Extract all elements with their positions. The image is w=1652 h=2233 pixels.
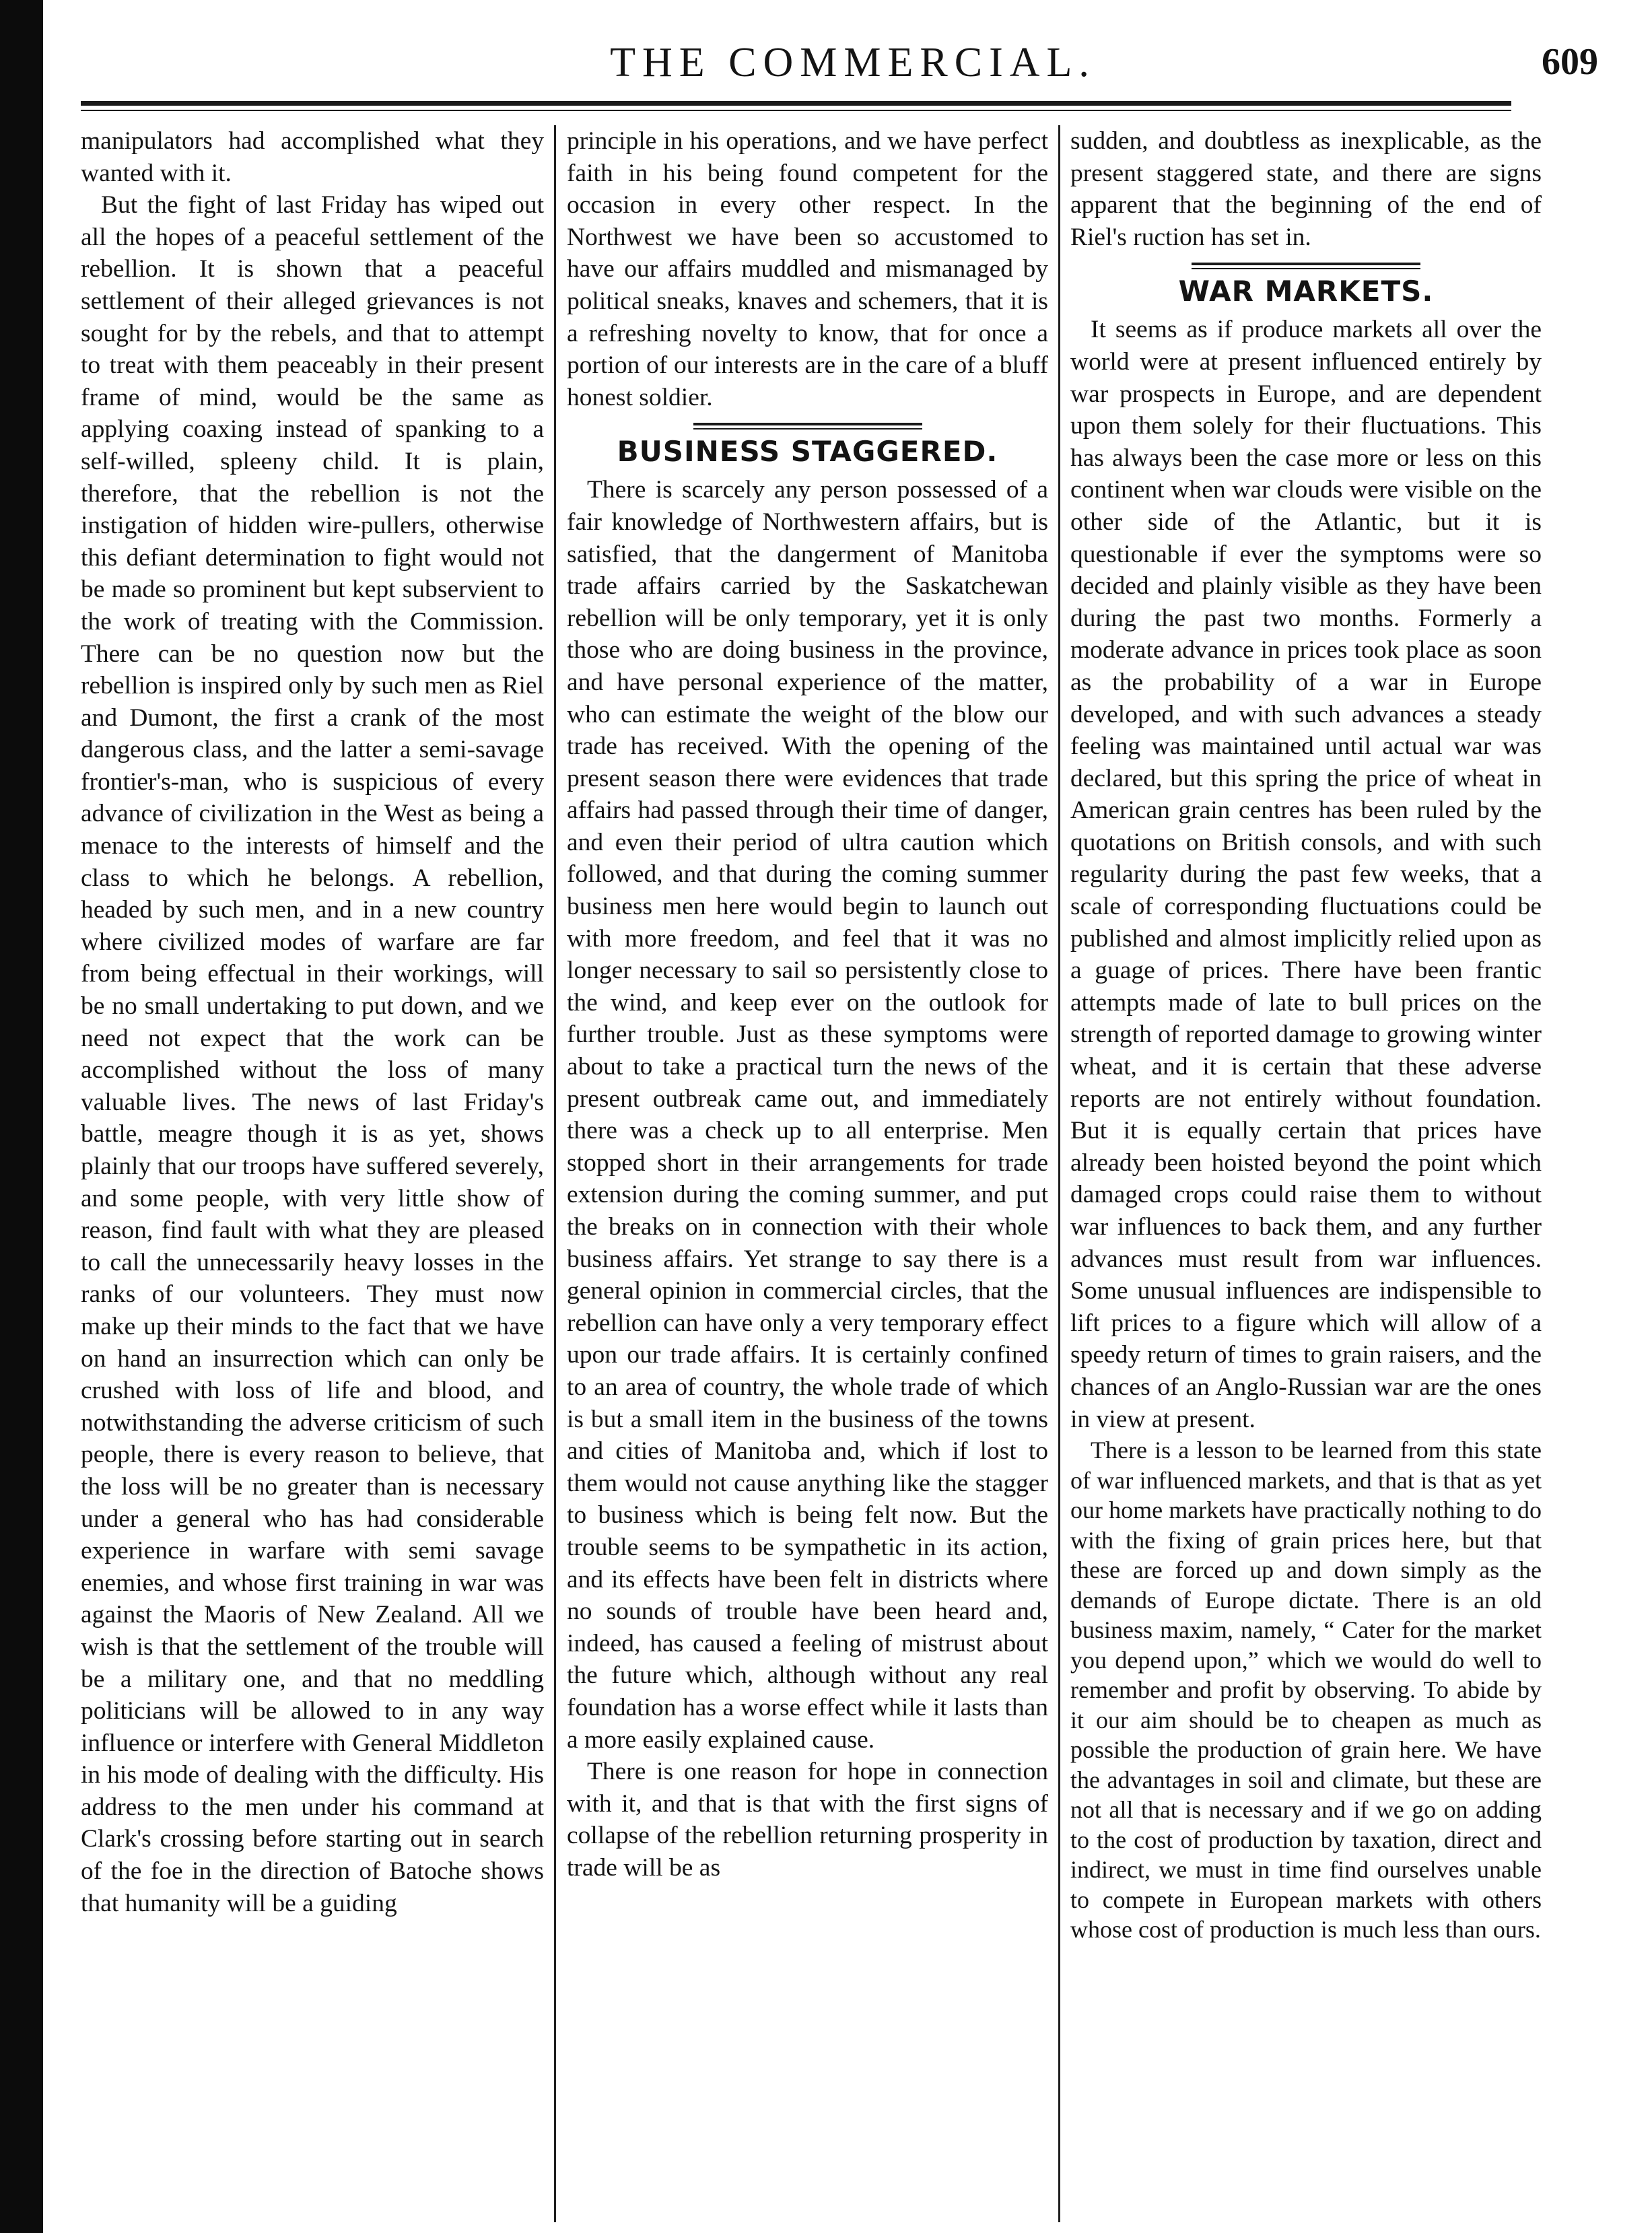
section-divider [693,423,922,430]
section-heading: BUSINESS STAGGERED. [617,435,998,469]
column-rule [1058,125,1060,2222]
article-paragraph: It seems as if produce markets all over the world were at present influenced entirely by war prospects in Europe, and are dependent upon them solely for their fluctuations. This has always been the case more or less on this continent when war clouds were visible on the other side of the Atlantic, but it is questionable if ever the symptoms were so decided and plainly visible as they have been during the past two months. Formerly a moderate advance in prices took place as soon as the probability of a war in Europe developed, and with such advances a steady feeling was maintained until actual war was declared, but this spring the price of wheat in American grain centres has been ruled by the quotations on British consols, and with such regularity during the past few weeks, that a scale of corresponding fluctuations could be published and almost implicitly relied upon as a guage of prices. There have been frantic attempts made of late to bull prices on the strength of reported damage to growing winter wheat, and it is certain that these adverse reports are not entirely without foundation. But it is equally certain that prices have already been hoisted beyond the point which damaged crops could raise them to without war influences to back them, and any further advances must result from war influences. Some unusual influences are indispensible to lift prices to a figure which will allow of a speedy return of times to grain raisers, and the chances of an Anglo-Russian war are the ones in view at present. [1070,316,1542,1433]
article-paragraph: There is one reason for hope in connection with it, and that is that with the first signs of collapse of the rebellion returning prosperity in trade will be as [567,1758,1048,1882]
page-number: 609 [1542,41,1598,83]
masthead [81,34,1625,108]
column-2 [567,125,1048,2226]
section-heading: WAR MARKETS. [1178,275,1434,308]
article-paragraph: principle in his operations, and we have perfect faith in his being found competent for the occasion in every other respect. In the Northwest we have been so accustomed to have our affairs muddled and mismanaged by political sneaks, knaves and schemers, that it is a refreshing novelty to know, that for once a portion of our interests are in the care of a bluff honest soldier. [567,127,1048,411]
section-divider [1192,263,1420,269]
header-rule-thin [81,110,1511,111]
article-paragraph: sudden, and doubtless as inexplicable, as the present staggered state, and there are signs apparent that the beginning of the end of Riel's ruction has set in. [1070,127,1542,251]
article-paragraph: manipulators had accomplished what they wanted with it. [81,127,544,187]
article-paragraph: There is a lesson to be learned from this state of war influenced markets, and that is that as yet our home markets have practically nothing to do with the fixing of grain prices here, but that these are forced up and down simply as the demands of Europe dictate. There is an old business maxim, namely, “ Cater for the market you depend upon,” which we would do well to remember and profit by observing. To abide by it our aim should be to cheapen as much as possible the production of grain here. We have the advantages in soil and climate, but these are not all that is necessary and if we go on adding to the cost of production by taxation, direct and indirect, we must in time find ourselves unable to compete in European markets with others whose cost of production is much less than ours. [1070,1437,1542,1944]
header-rule [81,101,1511,106]
scan-edge-bar [0,0,43,2233]
column-1 [81,125,544,2226]
article-paragraph: There is scarcely any person possessed of a fair knowledge of Northwestern affairs, but is satisfied, that the dangerment of Manitoba trade affairs carried by the Saskatchewan rebellion will be only temporary, yet it is only those who are doing business in the province, and have personal experience of the matter, who can estimate the weight of the blow our trade has received. With the opening of the present season there were evidences that trade affairs had passed through their time of danger, and even their period of ultra caution which followed, and that during the coming summer business men here would begin to launch out with more freedom, and feel that it was no longer necessary to sail so persistently close to the wind, and keep ever on the outlook for further trouble. Just as these symptoms were about to take a practical turn the news of the present outbreak came out, and immediately there was a check up to all enterprise. Men stopped short in their arrangements for trade extension during the coming summer, and put the breaks on in connection with their whole business affairs. Yet strange to say there is a general opinion in commercial circles, that the rebellion can have only a very temporary effect upon our trade affairs. It is certainly confined to an area of country, the whole trade of which is but a small item in the business of the towns and cities of Manitoba and, which if lost to them would not cause anything like the stagger to business which is being felt now. But the trouble seems to be sympathetic in its action, and its effects have been felt in districts where no sounds of trouble have been heard and, indeed, has caused a feeling of mistrust about the future which, although without any real foundation has a worse effect while it lasts than a more easily explained cause. [567,476,1048,1754]
article-paragraph: But the fight of last Friday has wiped out all the hopes of a peaceful settlement of the rebellion. It is shown that a peaceful settlement of their alleged grievances is not sought for by the rebels, and that to attempt to treat with them peaceably in their present frame of mind, would be the same as applying coaxing instead of spanking to a self-willed, spleeny child. It is plain, therefore, that the rebellion is not the instigation of hidden wire-pullers, otherwise this defiant determination to fight would not be made so prominent but kept subservient to the work of treating with the Commission. There can be no question now but the rebellion is inspired only by such men as Riel and Dumont, the first a crank of the most dangerous class, and the latter a semi-savage frontier's-man, who is suspicious of every advance of civilization in the West as being a menace to the interests of himself and the class to which he belongs. A rebellion, headed by such men, and in a new country where civilized modes of warfare are far from being effectual in their workings, will be no small undertaking to put down, and we need not expect that the work can be accomplished without the loss of many valuable lives. The news of last Friday's battle, meagre though it is as yet, shows plainly that our troops have suffered severely, and some people, with very little show of reason, find fault with what they are pleased to call the unnecessarily heavy losses in the ranks of our volunteers. They must now make up their minds to the fact that we have on hand an insurrection which can only be crushed with loss of life and blood, and notwithstanding the adverse criticism of such people, there is every reason to believe, that the loss will be no greater than is necessary under a general who has had considerable experience in warfare with semi savage enemies, and whose first training in war was against the Maoris of New Zealand. All we wish is that the settlement of the trouble will be a military one, and that no meddling politicians will be allowed to in any way influence or interfere with General Middleton in his mode of dealing with the difficulty. His address to the men under his command at Clark's crossing before starting out in search of the foe in the direction of Batoche shows that humanity will be a guiding [81,191,544,1917]
column-rule [554,125,556,2222]
column-3 [1070,125,1542,2226]
newspaper-title: THE COMMERCIAL. [610,40,1096,85]
